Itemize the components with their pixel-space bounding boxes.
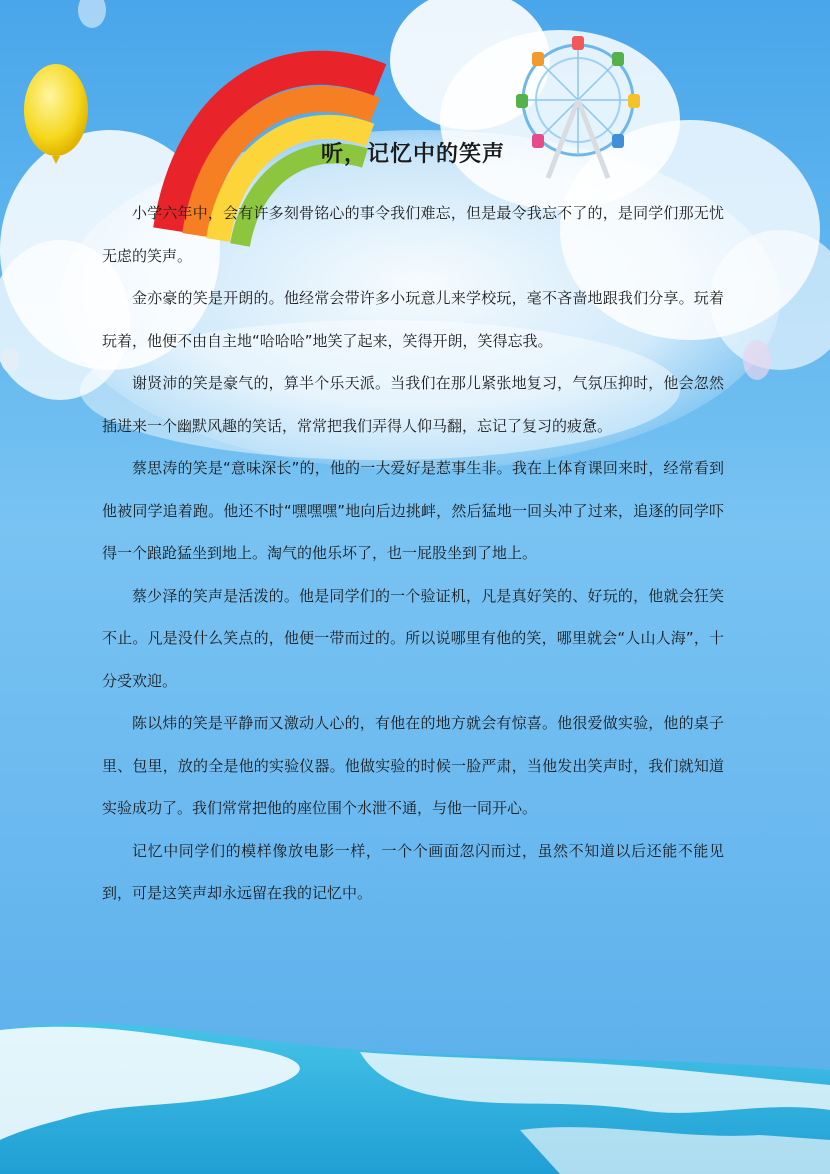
faint-balloon — [78, 0, 106, 28]
paragraph: 陈以炜的笑是平静而又激动人心的，有他在的地方就会有惊喜。他很爱做实验，他的桌子里、包里，放的全是他的实验仪器。他做实验的时候一脸严肃，当他发出笑声时，我们就知道实验成功了。我们常常把他的座位围个水泄不通，与他一同开心。 — [102, 714, 724, 817]
essay — [102, 140, 724, 915]
pink-balloon — [743, 340, 771, 380]
small-balloon — [1, 348, 19, 372]
paragraph: 蔡少泽的笑声是活泼的。他是同学们的一个验证机，凡是真好笑的、好玩的，他就会狂笑不止。凡是没什么笑点的，他便一带而过的。所以说哪里有他的笑，哪里就会“人山人海”，十分受欢迎。 — [102, 586, 724, 690]
paragraph: 小学六年中，会有许多刻骨铭心的事令我们难忘，但是最令我忘不了的，是同学们那无忧无虑的笑声。 — [102, 204, 724, 265]
paragraph: 谢贤沛的笑是豪气的，算半个乐天派。当我们在那儿紧张地复习，气氛压抑时，他会忽然插进来一个幽默风趣的笑话，常常把我们弄得人仰马翻，忘记了复习的疲惫。 — [102, 374, 724, 435]
sea — [0, 1023, 830, 1174]
paragraph: 记忆中同学们的模样像放电影一样，一个个画面忽闪而过，虽然不知道以后还能不能见到，可是这笑声却永远留在我的记忆中。 — [102, 841, 724, 902]
paragraph: 金亦豪的笑是开朗的。他经常会带许多小玩意儿来学校玩，毫不吝啬地跟我们分享。玩着玩着，他便不由自主地“哈哈哈”地笑了起来，笑得开朗，笑得忘我。 — [102, 289, 724, 350]
page-title: 听，记忆中的笑声 — [320, 142, 505, 167]
paragraph: 蔡思涛的笑是“意味深长”的，他的一大爱好是惹事生非。我在上体育课回来时，经常看到他被同学追着跑。他还不时“嘿嘿嘿”地向后边挑衅，然后猛地一回头冲了过来，追逐的同学吓得一个踉跄猛坐到地上。淘气的他乐坏了，也一屁股坐到了地上。 — [102, 459, 724, 562]
